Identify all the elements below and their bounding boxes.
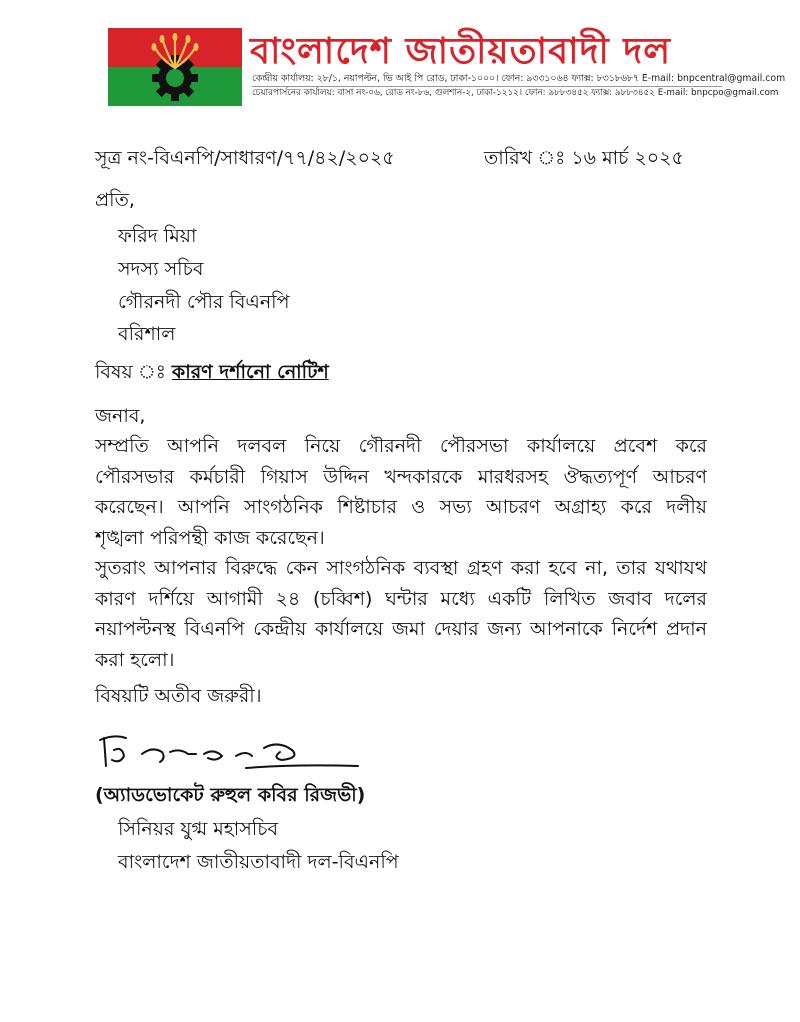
reference-number: সূত্র নং-বিএনপি/সাধারণ/৭৭/৪২/২০২৫ xyxy=(95,147,395,169)
paragraph-line: করেছেন। আপনি সাংগঠনিক শিষ্টাচার ও সভ্য আচরণ অগ্রাহ্য করে দলীয় xyxy=(95,496,707,518)
recipient-to-label: প্রতি, xyxy=(95,189,135,211)
paragraph-line: করা হলো। xyxy=(95,648,175,671)
signatory-name: (অ্যাডভোকেট রুহুল কবির রিজভী) xyxy=(95,784,366,806)
salutation: জনাব, xyxy=(95,405,146,427)
recipient-unit: গৌরনদী পৌর বিএনপি xyxy=(118,291,290,313)
paragraph-line: কারণ দর্শিয়ে আগামী ২৪ (চব্বিশ) ঘন্টার মধ্যে একটি লিখিত জবাব দলের xyxy=(95,587,707,610)
recipient-designation: সদস্য সচিব xyxy=(118,258,204,280)
subject-text: কারণ দর্শানো নোটিশ xyxy=(171,361,329,383)
paddy-sheaf-gear-icon xyxy=(108,28,242,106)
party-name-heading: বাংলাদেশ জাতীয়তাবাদী দল xyxy=(250,31,672,72)
subject-label: বিষয় ঃ xyxy=(95,361,166,383)
handwritten-signature-icon xyxy=(96,728,366,776)
paragraph-line: পৌরসভার কর্মচারী গিয়াস উদ্দিন খন্দকারকে মারধরসহ ঔদ্ধত্যপূর্ণ আচরণ xyxy=(95,465,707,488)
signatory-organization: বাংলাদেশ জাতীয়তাবাদী দল-বিএনপি xyxy=(118,851,399,873)
paragraph-line: সম্প্রতি আপনি দলবল নিয়ে গৌরনদী পৌরসভা কার্যালয়ে প্রবেশ করে xyxy=(95,435,707,457)
paragraph-line: সুতরাং আপনার বিরুদ্ধে কেন সাংগঠনিক ব্যবস্থা গ্রহণ করা হবে না, তার যথাযথ xyxy=(95,557,707,579)
paragraph-line: নয়াপল্টনস্থ বিএনপি কেন্দ্রীয় কার্যালয়ে জমা দেয়ার জন্য আপনাকে নির্দেশ প্রদান xyxy=(95,618,707,640)
signatory-title: সিনিয়র যুগ্ম মহাসচিব xyxy=(118,818,279,840)
paragraph-directive xyxy=(95,553,707,675)
paragraph-line: শৃঙ্খলা পরিপন্থী কাজ করেছেন। xyxy=(95,526,325,549)
subject-line xyxy=(95,360,329,384)
letter-date: তারিখ ঃ ১৬ মার্চ ২০২৫ xyxy=(484,147,684,169)
central-office-contact: কেন্দ্রীয় কার্যালয়: ২৮/১, নয়াপল্টন, ভি আই পি রোড, ঢাকা-১০০০। ফোন: ৯৩৩১০৬৪ ফ্যাক্স: ৮৩১৮৬৮৭ E-mail: bnpcentral@gmail.com xyxy=(252,73,786,84)
paragraph-incident xyxy=(95,431,707,553)
recipient-district: বরিশাল xyxy=(118,323,176,345)
urgency-note: বিষয়টি অতীব জরুরী। xyxy=(95,685,262,707)
party-flag-logo xyxy=(108,28,242,106)
chairperson-office-contact: চেয়ারপার্সনের কার্যালয়: বাসা নং-০৬, রোড নং-৮৬, গুলশান-২, ঢাকা-১২১২। ফোন: ৯৮৮৩৪৫২ ফ্যাক্স: ৯৮৮৩৪৫২ E-mail: bnpcpo@gmail.com xyxy=(252,88,779,98)
recipient-name: ফরিদ মিয়া xyxy=(118,225,197,247)
